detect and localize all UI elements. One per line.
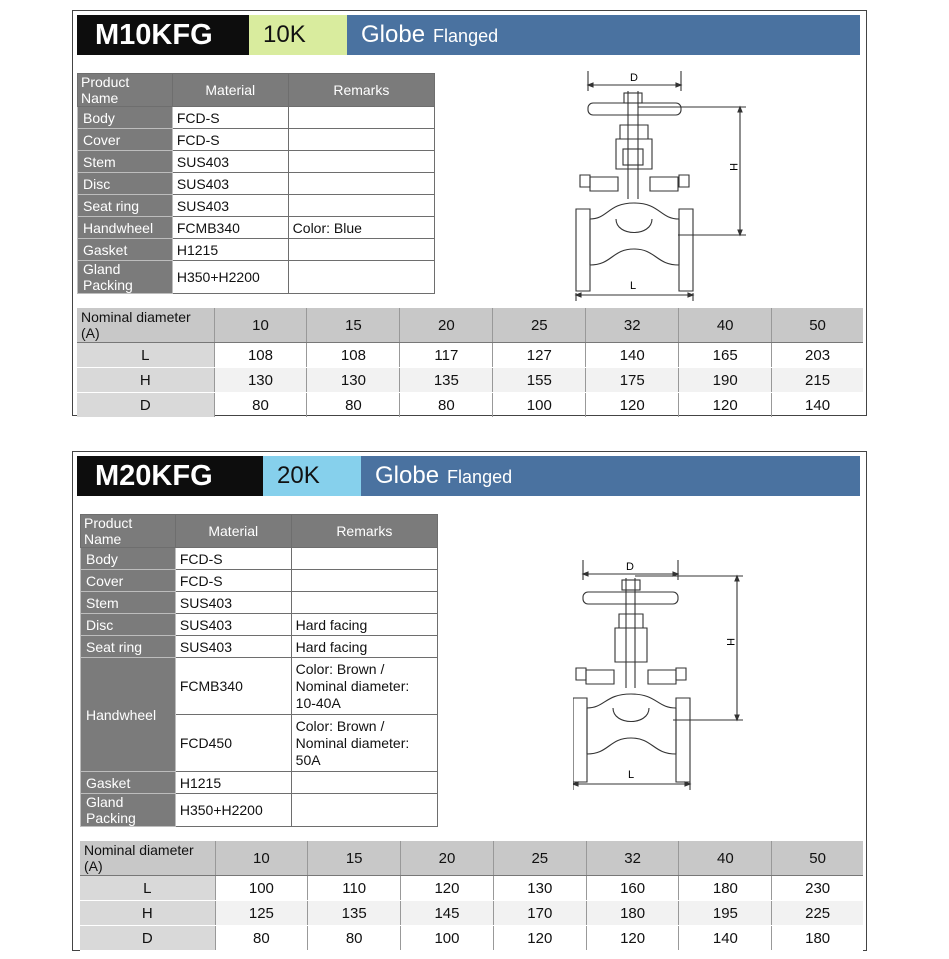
- dimension-value: 195: [679, 901, 772, 926]
- dimension-value: 203: [772, 343, 863, 368]
- dimension-value: 140: [586, 343, 679, 368]
- valve-type: [361, 456, 860, 496]
- dimension-value: 120: [401, 876, 494, 901]
- part-name: Gasket: [78, 239, 173, 261]
- model-code: M10KFG: [77, 15, 249, 55]
- dimensions-table: [77, 308, 863, 418]
- remark-line: Nominal diameter:: [295, 677, 410, 694]
- part-name: Handwheel: [78, 217, 173, 239]
- part-remarks: [288, 261, 434, 294]
- valve-type-main: Globe: [375, 462, 440, 489]
- part-remarks: Color: Blue: [288, 217, 434, 239]
- drawing-label-l: L: [628, 769, 635, 781]
- part-remarks: [288, 239, 434, 261]
- material-row: [78, 261, 435, 294]
- drawing-label-d: D: [630, 72, 638, 84]
- part-material: SUS403: [175, 614, 291, 636]
- dimension-value: 120: [586, 393, 679, 418]
- dimension-label: L: [77, 343, 214, 368]
- dimension-value: 165: [679, 343, 772, 368]
- part-material: H1215: [175, 772, 291, 794]
- part-name: Cover: [78, 129, 173, 151]
- part-material: SUS403: [175, 636, 291, 658]
- dimension-value: 215: [772, 368, 863, 393]
- part-remarks: [291, 772, 437, 794]
- valve-type: [347, 15, 860, 55]
- dimension-value: 120: [493, 926, 586, 951]
- part-material: FCD450: [175, 715, 291, 772]
- dimension-value: 120: [586, 926, 679, 951]
- size-header: 20: [400, 308, 493, 343]
- dimensions-table: [80, 841, 863, 951]
- part-name: Disc: [78, 173, 173, 195]
- dimension-value: 140: [679, 926, 772, 951]
- part-material: FCMB340: [175, 658, 291, 715]
- dimension-value: 130: [493, 876, 586, 901]
- dimension-value: 180: [679, 876, 772, 901]
- drawing-label-h: H: [727, 163, 739, 171]
- part-name: Cover: [81, 570, 176, 592]
- dimension-value: 120: [679, 393, 772, 418]
- valve-type-sub: Flanged: [433, 26, 499, 46]
- nominal-diameter-header: Nominal diameter (A): [77, 308, 214, 343]
- part-material: FCD-S: [175, 570, 291, 592]
- part-remarks: [288, 129, 434, 151]
- dimension-label: H: [77, 368, 214, 393]
- size-header: 40: [679, 308, 772, 343]
- dimension-value: 108: [214, 343, 307, 368]
- dimension-value: 180: [586, 901, 679, 926]
- dimension-value: 127: [493, 343, 586, 368]
- drawing-label-l: L: [630, 280, 637, 292]
- remark-line: Color: Brown /: [295, 717, 385, 734]
- part-remarks: Hard facing: [291, 636, 437, 658]
- size-header: 25: [493, 308, 586, 343]
- col-remarks: Remarks: [291, 515, 437, 548]
- size-header: 32: [586, 308, 679, 343]
- size-header: 10: [214, 308, 307, 343]
- part-name: Handwheel: [81, 658, 176, 772]
- size-header: 50: [772, 308, 863, 343]
- dimension-value: 170: [493, 901, 586, 926]
- dimension-value: 140: [772, 393, 863, 418]
- col-product-name: Product Name: [81, 515, 176, 548]
- panel-header: [77, 456, 860, 496]
- panel-header: [77, 15, 860, 55]
- dimension-value: 180: [772, 926, 863, 951]
- part-name: Gasket: [81, 772, 176, 794]
- part-material: SUS403: [172, 173, 288, 195]
- dimension-label: H: [80, 901, 215, 926]
- part-name: Body: [81, 548, 176, 570]
- size-header: 40: [679, 841, 772, 876]
- dimension-value: 125: [215, 901, 308, 926]
- part-remarks: [288, 151, 434, 173]
- dimension-value: 80: [307, 393, 400, 418]
- dimension-row: [80, 876, 863, 901]
- part-name: Gland Packing: [81, 794, 176, 827]
- remark-line: Nominal diameter:: [295, 734, 410, 751]
- dimension-value: 110: [308, 876, 401, 901]
- material-row: [78, 129, 435, 151]
- dimension-value: 108: [307, 343, 400, 368]
- valve-type-main: Globe: [361, 21, 426, 48]
- materials-table: [80, 514, 438, 827]
- remark-line: 50A: [295, 751, 321, 768]
- part-remarks: [291, 658, 437, 715]
- part-name: Disc: [81, 614, 176, 636]
- size-header: 32: [586, 841, 679, 876]
- dimension-value: 135: [308, 901, 401, 926]
- part-name: Stem: [78, 151, 173, 173]
- dimension-value: 155: [493, 368, 586, 393]
- material-row: [81, 614, 438, 636]
- dimension-value: 100: [215, 876, 308, 901]
- remark-line: 10-40A: [295, 694, 341, 711]
- dimension-value: 80: [214, 393, 307, 418]
- part-material: H350+H2200: [175, 794, 291, 827]
- col-material: Material: [175, 515, 291, 548]
- m20kfg-spec-panel: [72, 451, 867, 951]
- dimension-value: 145: [401, 901, 494, 926]
- pressure-rating: 10K: [249, 15, 347, 55]
- part-name: Seat ring: [78, 195, 173, 217]
- material-row: [78, 107, 435, 129]
- material-row: [81, 570, 438, 592]
- part-remarks: [288, 173, 434, 195]
- col-remarks: Remarks: [288, 74, 434, 107]
- part-name: Gland Packing: [78, 261, 173, 294]
- part-material: SUS403: [175, 592, 291, 614]
- m10kfg-spec-panel: [72, 10, 867, 416]
- material-row: [78, 195, 435, 217]
- dimension-row: [80, 901, 863, 926]
- dimension-value: 225: [772, 901, 863, 926]
- dimension-value: 80: [215, 926, 308, 951]
- size-header: 25: [493, 841, 586, 876]
- dimension-label: L: [80, 876, 215, 901]
- material-row: [81, 592, 438, 614]
- remark-line: Color: Brown /: [295, 660, 385, 677]
- part-name: Body: [78, 107, 173, 129]
- part-material: SUS403: [172, 195, 288, 217]
- size-header: 10: [215, 841, 308, 876]
- material-row: [81, 548, 438, 570]
- dimension-value: 100: [401, 926, 494, 951]
- col-material: Material: [172, 74, 288, 107]
- dimension-value: 80: [400, 393, 493, 418]
- part-material: SUS403: [172, 151, 288, 173]
- material-row: [81, 658, 438, 715]
- part-material: FCD-S: [172, 107, 288, 129]
- material-row: [78, 217, 435, 239]
- part-remarks: [291, 794, 437, 827]
- model-code: M20KFG: [77, 456, 263, 496]
- part-material: H350+H2200: [172, 261, 288, 294]
- drawing-label-d: D: [626, 561, 634, 573]
- valve-drawing: [568, 69, 763, 301]
- part-material: H1215: [172, 239, 288, 261]
- dimension-value: 130: [214, 368, 307, 393]
- material-row: [78, 173, 435, 195]
- dimension-value: 190: [679, 368, 772, 393]
- part-material: FCD-S: [175, 548, 291, 570]
- dimension-value: 160: [586, 876, 679, 901]
- dimension-row: [77, 393, 863, 418]
- dimension-value: 135: [400, 368, 493, 393]
- size-header: 15: [308, 841, 401, 876]
- size-header: 15: [307, 308, 400, 343]
- dimension-value: 130: [307, 368, 400, 393]
- part-material: FCD-S: [172, 129, 288, 151]
- material-row: [78, 151, 435, 173]
- part-name: Stem: [81, 592, 176, 614]
- part-remarks: [291, 570, 437, 592]
- part-remarks: [291, 715, 437, 772]
- dimension-value: 230: [772, 876, 863, 901]
- materials-table: [77, 73, 435, 294]
- material-row: [81, 636, 438, 658]
- dimension-row: [77, 343, 863, 368]
- part-remarks: Hard facing: [291, 614, 437, 636]
- material-row: [81, 794, 438, 827]
- dimension-row: [77, 368, 863, 393]
- pressure-rating: 20K: [263, 456, 361, 496]
- size-header: 20: [401, 841, 494, 876]
- size-header: 50: [772, 841, 863, 876]
- part-name: Seat ring: [81, 636, 176, 658]
- part-remarks: [291, 548, 437, 570]
- drawing-label-h: H: [724, 638, 736, 646]
- material-row: [81, 772, 438, 794]
- nominal-diameter-header: Nominal diameter (A): [80, 841, 215, 876]
- material-row: [78, 239, 435, 261]
- valve-type-sub: Flanged: [447, 467, 513, 487]
- part-remarks: [288, 195, 434, 217]
- dimension-value: 80: [308, 926, 401, 951]
- valve-drawing: [573, 558, 763, 790]
- dimension-row: [80, 926, 863, 951]
- dimension-label: D: [80, 926, 215, 951]
- part-remarks: [291, 592, 437, 614]
- dimension-value: 117: [400, 343, 493, 368]
- dimension-value: 100: [493, 393, 586, 418]
- part-material: FCMB340: [172, 217, 288, 239]
- col-product-name: Product Name: [78, 74, 173, 107]
- part-remarks: [288, 107, 434, 129]
- dimension-label: D: [77, 393, 214, 418]
- dimension-value: 175: [586, 368, 679, 393]
